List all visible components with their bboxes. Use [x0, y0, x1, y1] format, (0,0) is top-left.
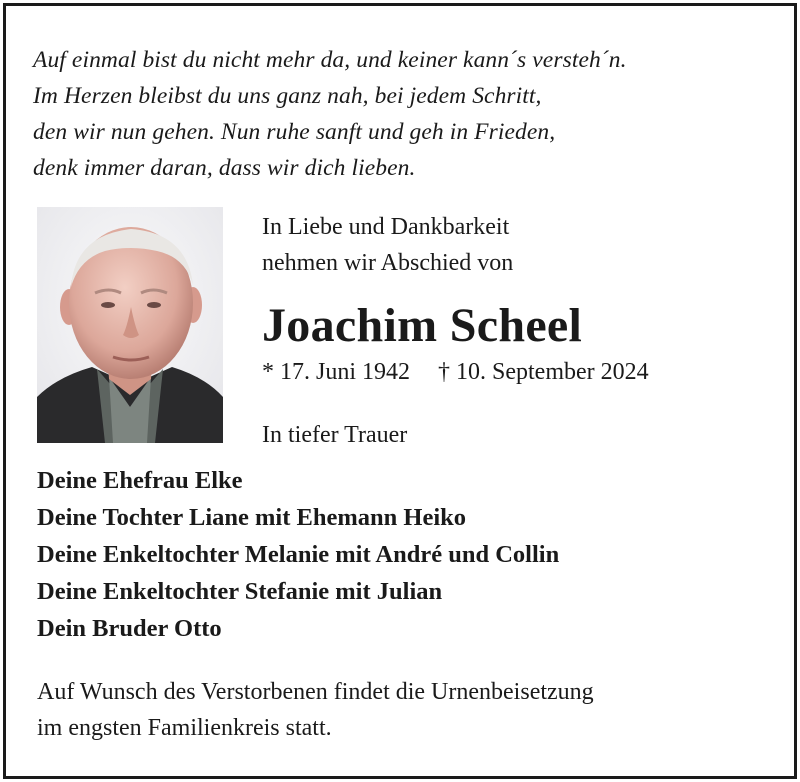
poem-line: denk immer daran, dass wir dich lieben.	[33, 155, 416, 181]
mourner-entry: Deine Enkeltochter Melanie mit André und Collin	[37, 541, 560, 568]
death-date: † 10. September 2024	[438, 359, 649, 385]
intro-line: nehmen wir Abschied von	[262, 250, 514, 276]
mourner-entry: Deine Ehefrau Elke	[37, 467, 243, 494]
mourner-entry: Dein Bruder Otto	[37, 615, 222, 642]
portrait-photo	[37, 207, 223, 443]
memorial-poem	[33, 42, 627, 186]
mourners-list	[37, 462, 559, 647]
mourner-entry: Deine Enkeltochter Stefanie mit Julian	[37, 578, 443, 605]
life-dates	[262, 355, 649, 389]
funeral-note	[37, 674, 594, 746]
poem-line: den wir nun gehen. Nun ruhe sanft und geh in Frieden,	[33, 119, 556, 145]
intro-line: In Liebe und Dankbarkeit	[262, 214, 510, 240]
poem-line: Im Herzen bleibst du uns ganz nah, bei jedem Schritt,	[33, 83, 542, 109]
mourning-label: In tiefer Trauer	[262, 422, 408, 448]
mourner-entry: Deine Tochter Liane mit Ehemann Heiko	[37, 504, 467, 531]
intro-text	[262, 209, 513, 281]
deceased-name: Joachim Scheel	[262, 299, 583, 352]
birth-date: * 17. Juni 1942	[262, 359, 411, 385]
note-line: Auf Wunsch des Verstorbenen findet die Urnenbeisetzung	[37, 679, 594, 705]
poem-line: Auf einmal bist du nicht mehr da, und keiner kann´s versteh´n.	[33, 47, 627, 73]
note-line: im engsten Familienkreis statt.	[37, 715, 332, 741]
